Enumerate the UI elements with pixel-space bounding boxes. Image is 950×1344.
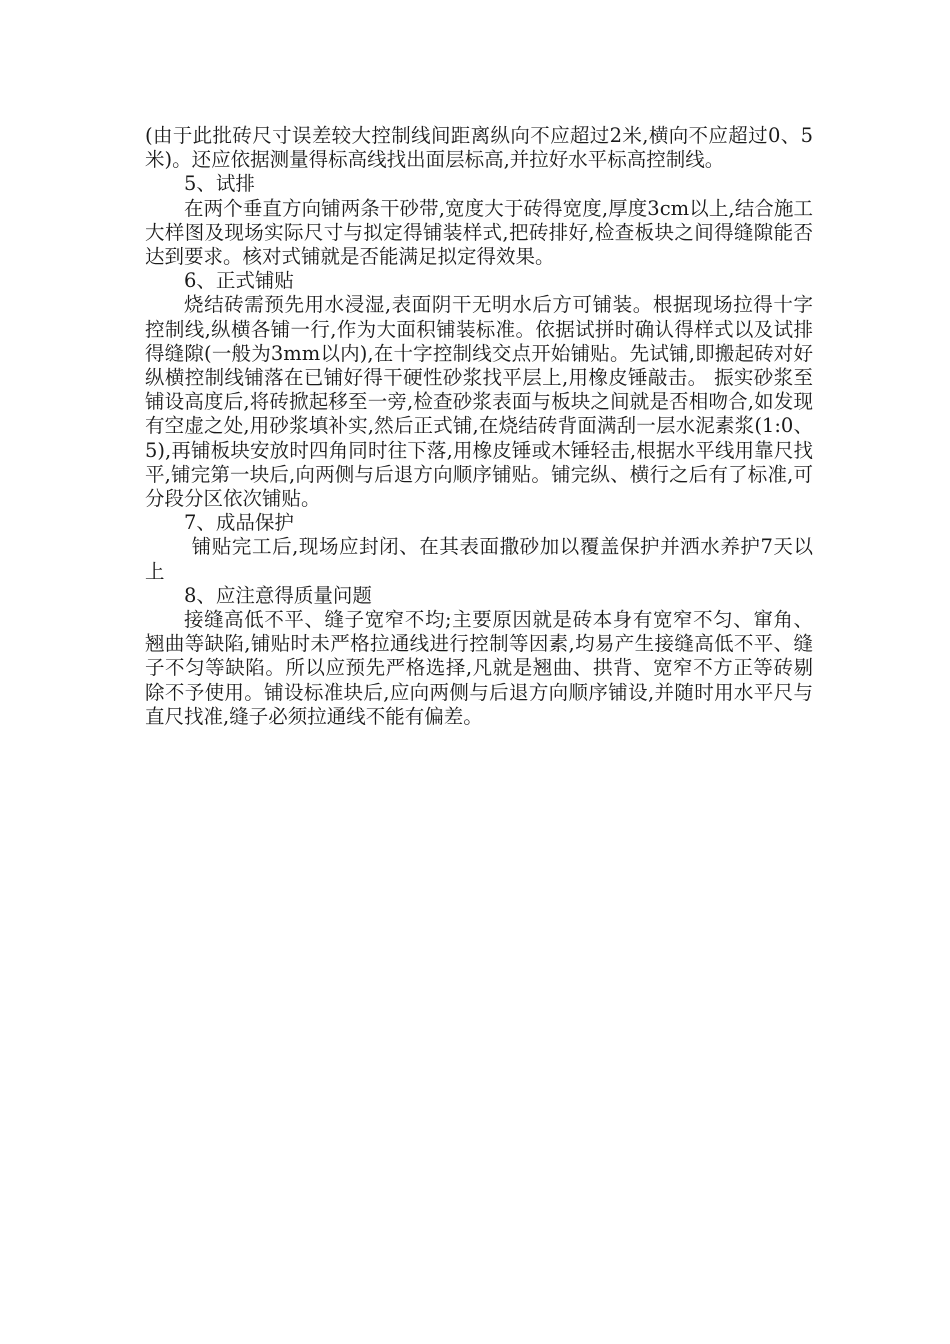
document-body bbox=[145, 124, 813, 729]
section-heading-trial-layout: 5、试排 bbox=[184, 172, 255, 196]
section-heading-formal-paving: 6、正式铺贴 bbox=[184, 269, 294, 293]
paragraph-control-line-note: (由于此批砖尺寸误差较大控制线间距离纵向不应超过2米,横向不应超过0、5米)。还应依据测量得标高线找出面层标高,并拉好水平标高控制线。 bbox=[145, 124, 813, 172]
section-heading-product-protection: 7、成品保护 bbox=[184, 511, 294, 535]
paragraph-trial-layout: 在两个垂直方向铺两条干砂带,宽度大于砖得宽度,厚度3cm以上,结合施工大样图及现场实际尺寸与拟定得铺装样式,把砖排好,检查板块之间得缝隙能否达到要求。核对式铺就是否能满足拟定得效果。 bbox=[145, 196, 813, 269]
paragraph-formal-paving: 烧结砖需预先用水浸湿,表面阴干无明水后方可铺装。根据现场拉得十字控制线,纵横各铺一行,作为大面积铺装标准。依据试拼时确认得样式以及试排得缝隙(一般为3mm以内),在十字控制线交点开始铺贴。先试铺,即搬起砖对好纵横控制线铺落在已铺好得干硬性砂浆找平层上,用橡皮锤敲击。 振实砂浆至铺设高度后,将砖掀起移至一旁,检查砂浆表面与板块之间就是否相吻合,如发现有空虚之处,用砂浆填补实,然后正式铺,在烧结砖背面满刮一层水泥素浆(1:0、5),再铺板块安放时四角同时往下落,用橡皮锤或木锤轻击,根据水平线用靠尺找平,铺完第一块后,向两侧与后退方向顺序铺贴。铺完纵、横行之后有了标准,可分段分区依次铺贴。 bbox=[145, 293, 813, 511]
section-heading-quality-issues: 8、应注意得质量问题 bbox=[184, 583, 372, 607]
paragraph-quality-issues: 接缝高低不平、缝子宽窄不均;主要原因就是砖本身有宽窄不匀、窜角、翘曲等缺陷,铺贴时未严格拉通线进行控制等因素,均易产生接缝高低不平、缝子不匀等缺陷。所以应预先严格选择,凡就是翘曲、拱背、宽窄不方正等砖剔除不予使用。铺设标准块后,应向两侧与后退方向顺序铺设,并随时用水平尺与直尺找准,缝子必须拉通线不能有偏差。 bbox=[145, 608, 813, 728]
paragraph-product-protection: 铺贴完工后,现场应封闭、在其表面撒砂加以覆盖保护并洒水养护7天以上 bbox=[145, 535, 813, 583]
